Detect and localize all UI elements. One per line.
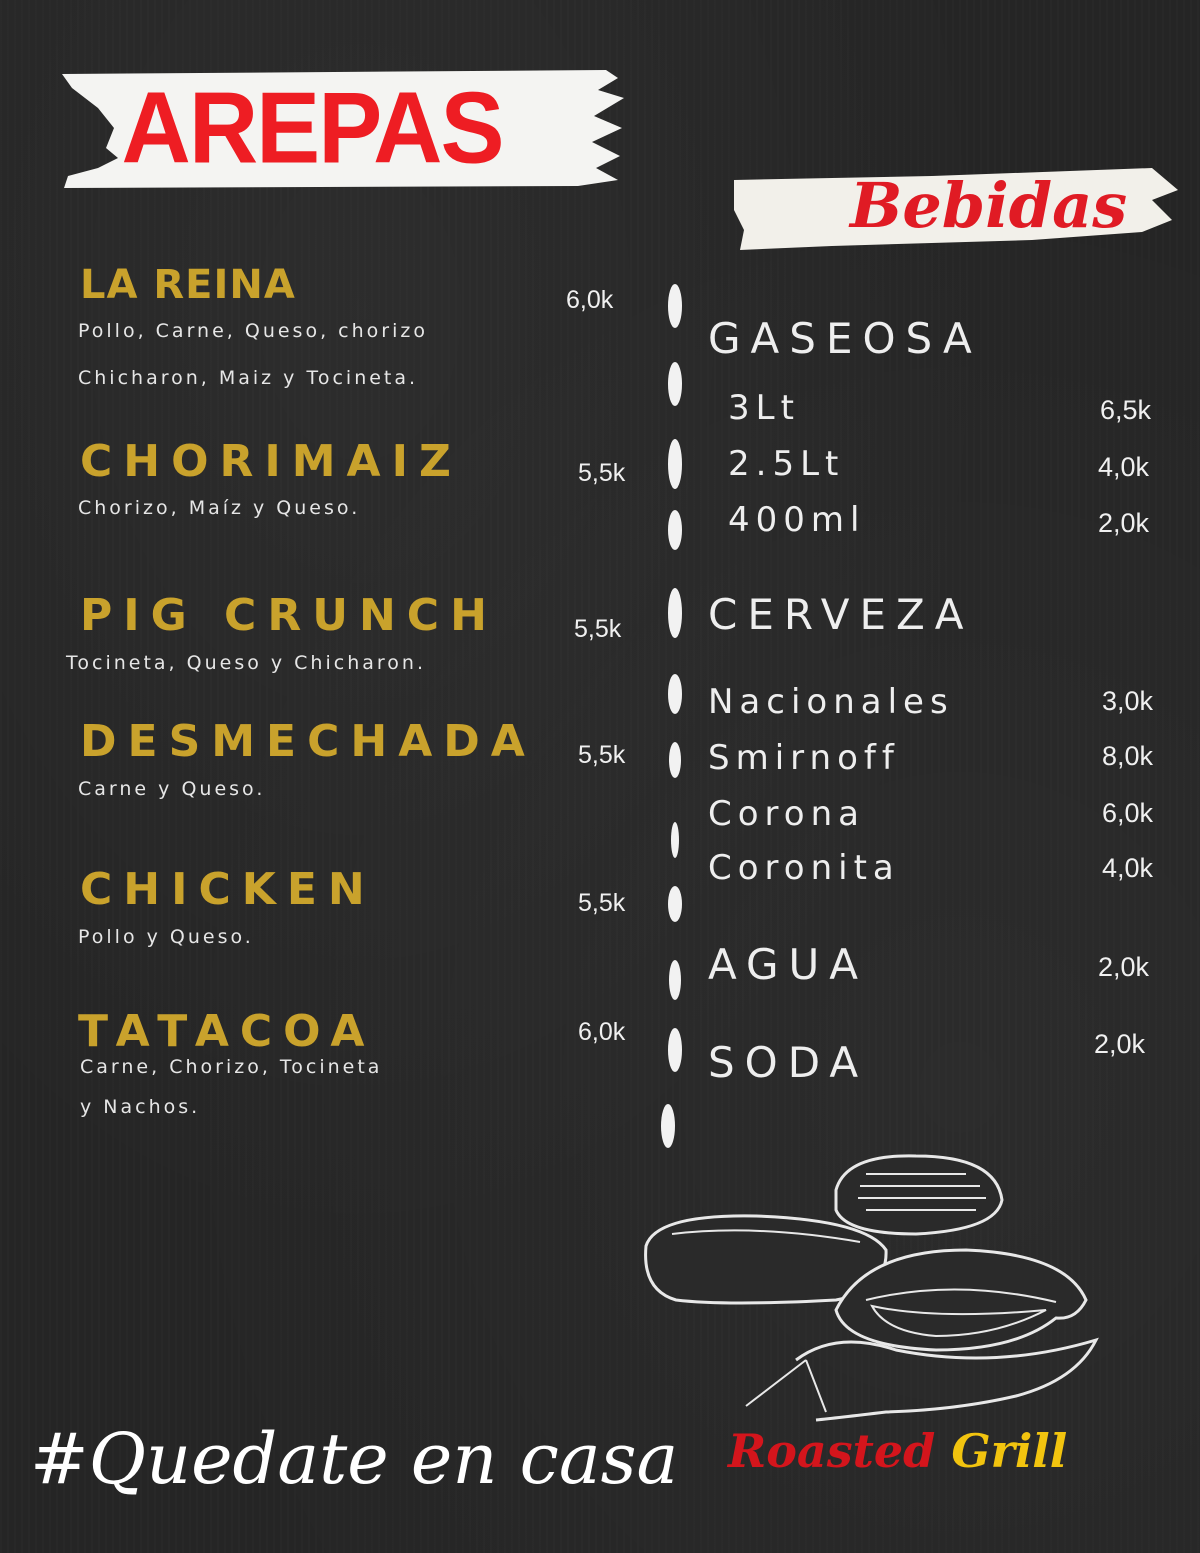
drink-category-cerveza: CERVEZA: [708, 590, 974, 639]
arepa-desc: Chorizo, Maíz y Queso.: [78, 497, 361, 519]
hashtag-text: #Quedate en casa: [30, 1418, 679, 1500]
drink-price: 8,0k: [1102, 741, 1154, 771]
drink-item: 3Lt: [728, 388, 800, 428]
drink-price: 6,0k: [1102, 798, 1154, 828]
drink-price: 4,0k: [1098, 452, 1150, 482]
drink-item: 2.5Lt: [728, 444, 845, 484]
arepa-name-tatacoa: TATACOA: [78, 1006, 376, 1057]
brand-grill: Grill: [951, 1424, 1068, 1478]
arepa-name-chicken: CHICKEN: [80, 864, 376, 915]
arepa-name-desmechada: DESMECHADA: [80, 716, 536, 767]
drink-price: 2,0k: [1098, 508, 1150, 538]
arepa-name-la-reina: LA REINA: [80, 262, 296, 308]
arepa-name-pig-crunch: PIG CRUNCH: [80, 590, 498, 641]
drink-price: 2,0k: [1098, 952, 1150, 982]
arepa-price: 6,0k: [578, 1018, 626, 1046]
arepa-desc: Carne y Queso.: [78, 778, 266, 800]
arepa-name-chorimaiz: CHORIMAIZ: [80, 436, 462, 487]
drink-item: Nacionales: [708, 682, 954, 722]
arepa-price: 6,0k: [566, 286, 614, 314]
brand-roasted: Roasted: [728, 1424, 936, 1478]
arepa-desc: Pollo y Queso.: [78, 926, 254, 948]
drink-item: Corona: [708, 794, 865, 834]
arepa-price: 5,5k: [578, 889, 626, 917]
arepa-desc: Tocineta, Queso y Chicharon.: [66, 652, 426, 674]
chalk-divider: [650, 280, 700, 1150]
drink-category-gaseosa: GASEOSA: [708, 314, 982, 363]
drink-category-agua: AGUA: [708, 940, 869, 989]
menu-title: AREPAS: [121, 72, 503, 185]
bebidas-banner: [732, 160, 1180, 252]
arepa-price: 5,5k: [578, 741, 626, 769]
drink-price: 2,0k: [1094, 1029, 1146, 1059]
arepas-illustration: [636, 1150, 1116, 1430]
drink-price: 4,0k: [1102, 853, 1154, 883]
arepa-desc: Carne, Chorizo, Tocineta: [80, 1056, 383, 1078]
drink-price: 6,5k: [1100, 395, 1152, 425]
arepa-desc: y Nachos.: [80, 1096, 201, 1118]
arepa-desc: Pollo, Carne, Queso, chorizo: [78, 320, 428, 342]
drink-item: Smirnoff: [708, 738, 900, 778]
arepa-price: 5,5k: [578, 459, 626, 487]
drink-category-soda: SODA: [708, 1038, 869, 1087]
bebidas-title: Bebidas: [850, 169, 1128, 242]
drink-price: 3,0k: [1102, 686, 1154, 716]
arepa-desc: Chicharon, Maiz y Tocineta.: [78, 367, 419, 389]
arepas-banner: [58, 68, 626, 190]
arepa-price: 5,5k: [574, 615, 622, 643]
drink-item: Coronita: [708, 848, 900, 888]
brand-logo: [728, 1424, 1067, 1478]
drink-item: 400ml: [728, 500, 866, 540]
